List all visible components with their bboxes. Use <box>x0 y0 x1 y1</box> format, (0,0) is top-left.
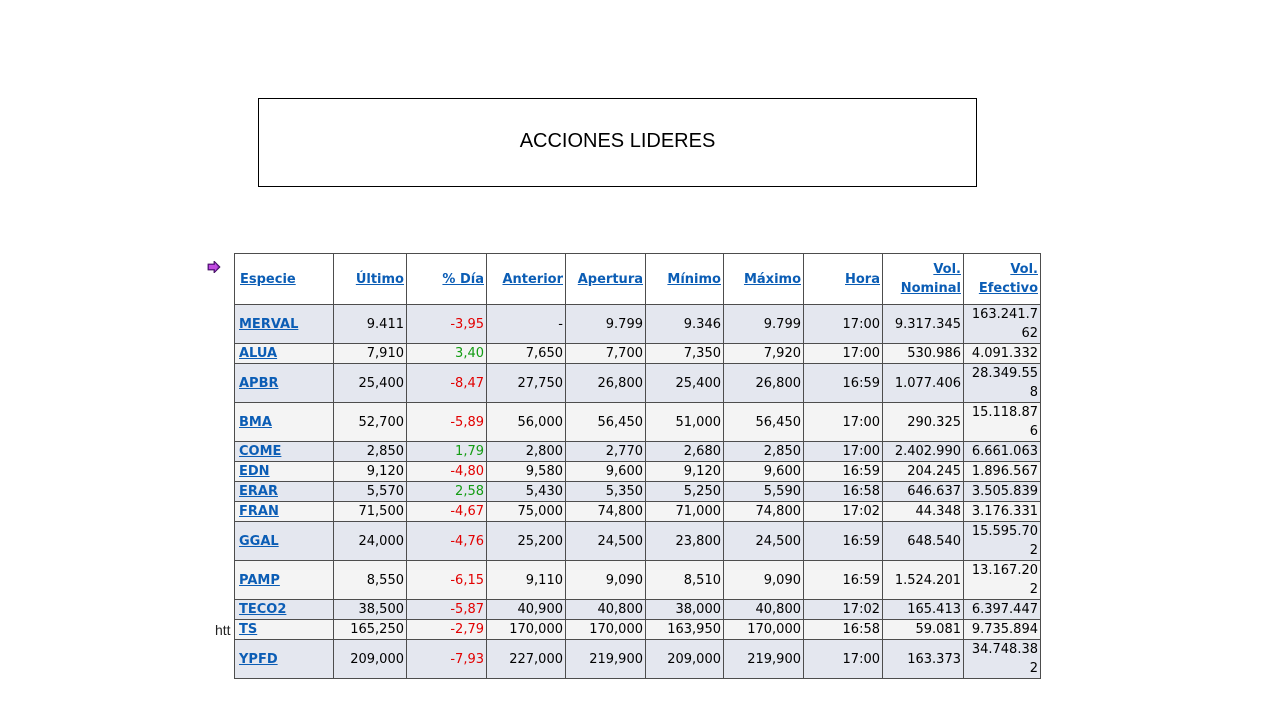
especie-link[interactable]: PAMP <box>239 572 280 588</box>
header-link[interactable]: Último <box>355 271 404 287</box>
cell-vol-efectivo: 163.241.762 <box>964 305 1041 344</box>
cell-ultimo: 8,550 <box>334 561 407 600</box>
cell-vol-efectivo: 34.748.382 <box>964 640 1041 679</box>
table-row <box>235 482 1041 502</box>
cell-hora: 16:58 <box>804 620 883 640</box>
cell-hora: 17:00 <box>804 442 883 462</box>
cell-apertura: 2,770 <box>566 442 646 462</box>
cell-maximo: 40,800 <box>724 600 804 620</box>
cell-minimo: 9,120 <box>646 462 724 482</box>
especie-link[interactable]: APBR <box>239 375 279 391</box>
cell-maximo: 24,500 <box>724 522 804 561</box>
cell-ultimo: 5,570 <box>334 482 407 502</box>
cell-anterior: 27,750 <box>487 364 566 403</box>
cell-minimo: 5,250 <box>646 482 724 502</box>
cell-apertura: 7,700 <box>566 344 646 364</box>
table-row <box>235 640 1041 679</box>
cell-hora: 17:00 <box>804 344 883 364</box>
cell-apertura: 9,600 <box>566 462 646 482</box>
stray-text: htt <box>215 622 231 638</box>
quotes-table <box>234 253 1041 679</box>
cell-vol-efectivo: 3.176.331 <box>964 502 1041 522</box>
cell-hora: 16:59 <box>804 561 883 600</box>
cell-hora: 16:58 <box>804 482 883 502</box>
cell-dia: -7,93 <box>407 640 487 679</box>
cell-apertura: 74,800 <box>566 502 646 522</box>
cell-dia: -5,87 <box>407 600 487 620</box>
especie-link[interactable]: ERAR <box>239 484 278 499</box>
cell-especie[interactable] <box>235 561 334 600</box>
cell-apertura: 9.799 <box>566 305 646 344</box>
cell-especie[interactable] <box>235 640 334 679</box>
cell-hora: 16:59 <box>804 364 883 403</box>
cell-maximo: 26,800 <box>724 364 804 403</box>
cell-ultimo: 2,850 <box>334 442 407 462</box>
cell-especie[interactable] <box>235 305 334 344</box>
cell-ultimo: 71,500 <box>334 502 407 522</box>
cell-minimo: 163,950 <box>646 620 724 640</box>
header-link[interactable]: % Día <box>442 271 484 287</box>
cell-vol-efectivo: 1.896.567 <box>964 462 1041 482</box>
header-link[interactable]: Hora <box>845 271 880 287</box>
cell-maximo: 56,450 <box>724 403 804 442</box>
cell-especie[interactable] <box>235 522 334 561</box>
cell-ultimo: 9.411 <box>334 305 407 344</box>
cell-apertura: 26,800 <box>566 364 646 403</box>
header-link[interactable]: Especie <box>240 271 296 287</box>
cell-maximo: 219,900 <box>724 640 804 679</box>
cell-ultimo: 24,000 <box>334 522 407 561</box>
cell-ultimo: 7,910 <box>334 344 407 364</box>
especie-link[interactable]: BMA <box>239 414 272 430</box>
table-row <box>235 442 1041 462</box>
cell-anterior: 9,580 <box>487 462 566 482</box>
cell-apertura: 219,900 <box>566 640 646 679</box>
header-maximo[interactable] <box>724 254 804 305</box>
cell-vol-nominal: 163.373 <box>883 640 964 679</box>
header-link[interactable]: Anterior <box>502 271 563 287</box>
cell-dia: -5,89 <box>407 403 487 442</box>
cell-hora: 16:59 <box>804 522 883 561</box>
cell-especie[interactable] <box>235 502 334 522</box>
cell-anterior: 7,650 <box>487 344 566 364</box>
cell-anterior: 9,110 <box>487 561 566 600</box>
cell-ultimo: 52,700 <box>334 403 407 442</box>
table-row <box>235 344 1041 364</box>
cell-minimo: 71,000 <box>646 502 724 522</box>
cell-maximo: 170,000 <box>724 620 804 640</box>
title-box <box>258 98 977 187</box>
cell-minimo: 25,400 <box>646 364 724 403</box>
cell-vol-nominal: 165.413 <box>883 600 964 620</box>
cell-anterior: 170,000 <box>487 620 566 640</box>
header-dia[interactable] <box>407 254 487 305</box>
cell-maximo: 5,590 <box>724 482 804 502</box>
cell-dia: -4,76 <box>407 522 487 561</box>
table-row <box>235 502 1041 522</box>
cell-apertura: 9,090 <box>566 561 646 600</box>
header-minimo[interactable] <box>646 254 724 305</box>
cell-ultimo: 9,120 <box>334 462 407 482</box>
cell-maximo: 9.799 <box>724 305 804 344</box>
cell-maximo: 9,090 <box>724 561 804 600</box>
cell-minimo: 2,680 <box>646 442 724 462</box>
cell-ultimo: 209,000 <box>334 640 407 679</box>
cell-vol-nominal: 648.540 <box>883 522 964 561</box>
header-link[interactable]: Apertura <box>577 271 643 287</box>
table-row <box>235 561 1041 600</box>
cell-apertura: 5,350 <box>566 482 646 502</box>
especie-link[interactable]: FRAN <box>239 504 279 519</box>
cell-anterior: 40,900 <box>487 600 566 620</box>
especie-link[interactable]: MERVAL <box>239 316 299 332</box>
cell-vol-nominal: 530.986 <box>883 344 964 364</box>
cell-especie[interactable] <box>235 442 334 462</box>
cell-minimo: 9.346 <box>646 305 724 344</box>
cell-anterior: - <box>487 305 566 344</box>
cell-hora: 17:02 <box>804 502 883 522</box>
header-link[interactable]: Vol. Efectivo <box>978 262 1038 296</box>
cell-vol-efectivo: 28.349.558 <box>964 364 1041 403</box>
especie-link[interactable]: EDN <box>239 464 270 479</box>
cell-especie[interactable] <box>235 364 334 403</box>
cell-vol-nominal: 2.402.990 <box>883 442 964 462</box>
table-row <box>235 403 1041 442</box>
cell-minimo: 8,510 <box>646 561 724 600</box>
cell-apertura: 170,000 <box>566 620 646 640</box>
cell-vol-efectivo: 3.505.839 <box>964 482 1041 502</box>
cell-vol-efectivo: 13.167.202 <box>964 561 1041 600</box>
table-row <box>235 600 1041 620</box>
cell-minimo: 38,000 <box>646 600 724 620</box>
cell-especie[interactable] <box>235 403 334 442</box>
header-especie[interactable] <box>235 254 334 305</box>
cell-anterior: 5,430 <box>487 482 566 502</box>
cell-hora: 17:00 <box>804 305 883 344</box>
cell-dia: -4,67 <box>407 502 487 522</box>
cell-anterior: 56,000 <box>487 403 566 442</box>
header-vol-nominal[interactable] <box>883 254 964 305</box>
cell-vol-nominal: 646.637 <box>883 482 964 502</box>
cell-especie[interactable] <box>235 344 334 364</box>
cell-vol-efectivo: 6.661.063 <box>964 442 1041 462</box>
cell-hora: 16:59 <box>804 462 883 482</box>
cell-ultimo: 25,400 <box>334 364 407 403</box>
especie-link[interactable]: GGAL <box>239 533 279 549</box>
especie-link[interactable]: TECO2 <box>239 602 287 617</box>
cell-hora: 17:02 <box>804 600 883 620</box>
table-row <box>235 305 1041 344</box>
cell-anterior: 25,200 <box>487 522 566 561</box>
cell-dia: -4,80 <box>407 462 487 482</box>
cell-vol-efectivo: 6.397.447 <box>964 600 1041 620</box>
header-link[interactable]: Mínimo <box>667 271 721 287</box>
cell-dia: -6,15 <box>407 561 487 600</box>
cell-ultimo: 165,250 <box>334 620 407 640</box>
header-link[interactable]: Vol. Nominal <box>900 262 961 296</box>
cell-especie[interactable] <box>235 482 334 502</box>
cell-vol-nominal: 59.081 <box>883 620 964 640</box>
cell-maximo: 7,920 <box>724 344 804 364</box>
cell-minimo: 209,000 <box>646 640 724 679</box>
cell-dia: 1,79 <box>407 442 487 462</box>
cell-hora: 17:00 <box>804 640 883 679</box>
cell-maximo: 2,850 <box>724 442 804 462</box>
cell-vol-nominal: 204.245 <box>883 462 964 482</box>
cell-minimo: 23,800 <box>646 522 724 561</box>
cell-especie[interactable] <box>235 600 334 620</box>
especie-link[interactable]: TS <box>239 622 258 637</box>
cell-vol-efectivo: 9.735.894 <box>964 620 1041 640</box>
header-vol-efectivo[interactable] <box>964 254 1041 305</box>
cell-maximo: 9,600 <box>724 462 804 482</box>
cell-anterior: 2,800 <box>487 442 566 462</box>
cell-vol-nominal: 1.077.406 <box>883 364 964 403</box>
cell-apertura: 56,450 <box>566 403 646 442</box>
header-anterior[interactable] <box>487 254 566 305</box>
cell-especie[interactable] <box>235 620 334 640</box>
table-row <box>235 364 1041 403</box>
table-row <box>235 620 1041 640</box>
cell-anterior: 75,000 <box>487 502 566 522</box>
page-title: ACCIONES LIDERES <box>519 130 716 152</box>
cell-vol-efectivo: 15.118.876 <box>964 403 1041 442</box>
cell-vol-efectivo: 4.091.332 <box>964 344 1041 364</box>
cell-maximo: 74,800 <box>724 502 804 522</box>
cell-especie[interactable] <box>235 462 334 482</box>
table-header-row <box>235 254 1041 305</box>
header-hora[interactable] <box>804 254 883 305</box>
arrow-bullet-icon <box>207 261 221 273</box>
cell-dia: -8,47 <box>407 364 487 403</box>
table-row <box>235 462 1041 482</box>
header-apertura[interactable] <box>566 254 646 305</box>
header-ultimo[interactable] <box>334 254 407 305</box>
cell-dia: 3,40 <box>407 344 487 364</box>
header-link[interactable]: Máximo <box>743 271 801 287</box>
cell-hora: 17:00 <box>804 403 883 442</box>
cell-anterior: 227,000 <box>487 640 566 679</box>
especie-link[interactable]: COME <box>239 444 282 459</box>
cell-vol-nominal: 290.325 <box>883 403 964 442</box>
especie-link[interactable]: YPFD <box>239 651 278 667</box>
cell-ultimo: 38,500 <box>334 600 407 620</box>
cell-minimo: 7,350 <box>646 344 724 364</box>
cell-minimo: 51,000 <box>646 403 724 442</box>
cell-vol-nominal: 44.348 <box>883 502 964 522</box>
cell-vol-nominal: 9.317.345 <box>883 305 964 344</box>
cell-vol-nominal: 1.524.201 <box>883 561 964 600</box>
cell-apertura: 40,800 <box>566 600 646 620</box>
cell-dia: 2,58 <box>407 482 487 502</box>
table-row <box>235 522 1041 561</box>
cell-vol-efectivo: 15.595.702 <box>964 522 1041 561</box>
cell-dia: -2,79 <box>407 620 487 640</box>
cell-apertura: 24,500 <box>566 522 646 561</box>
cell-dia: -3,95 <box>407 305 487 344</box>
especie-link[interactable]: ALUA <box>239 346 278 361</box>
